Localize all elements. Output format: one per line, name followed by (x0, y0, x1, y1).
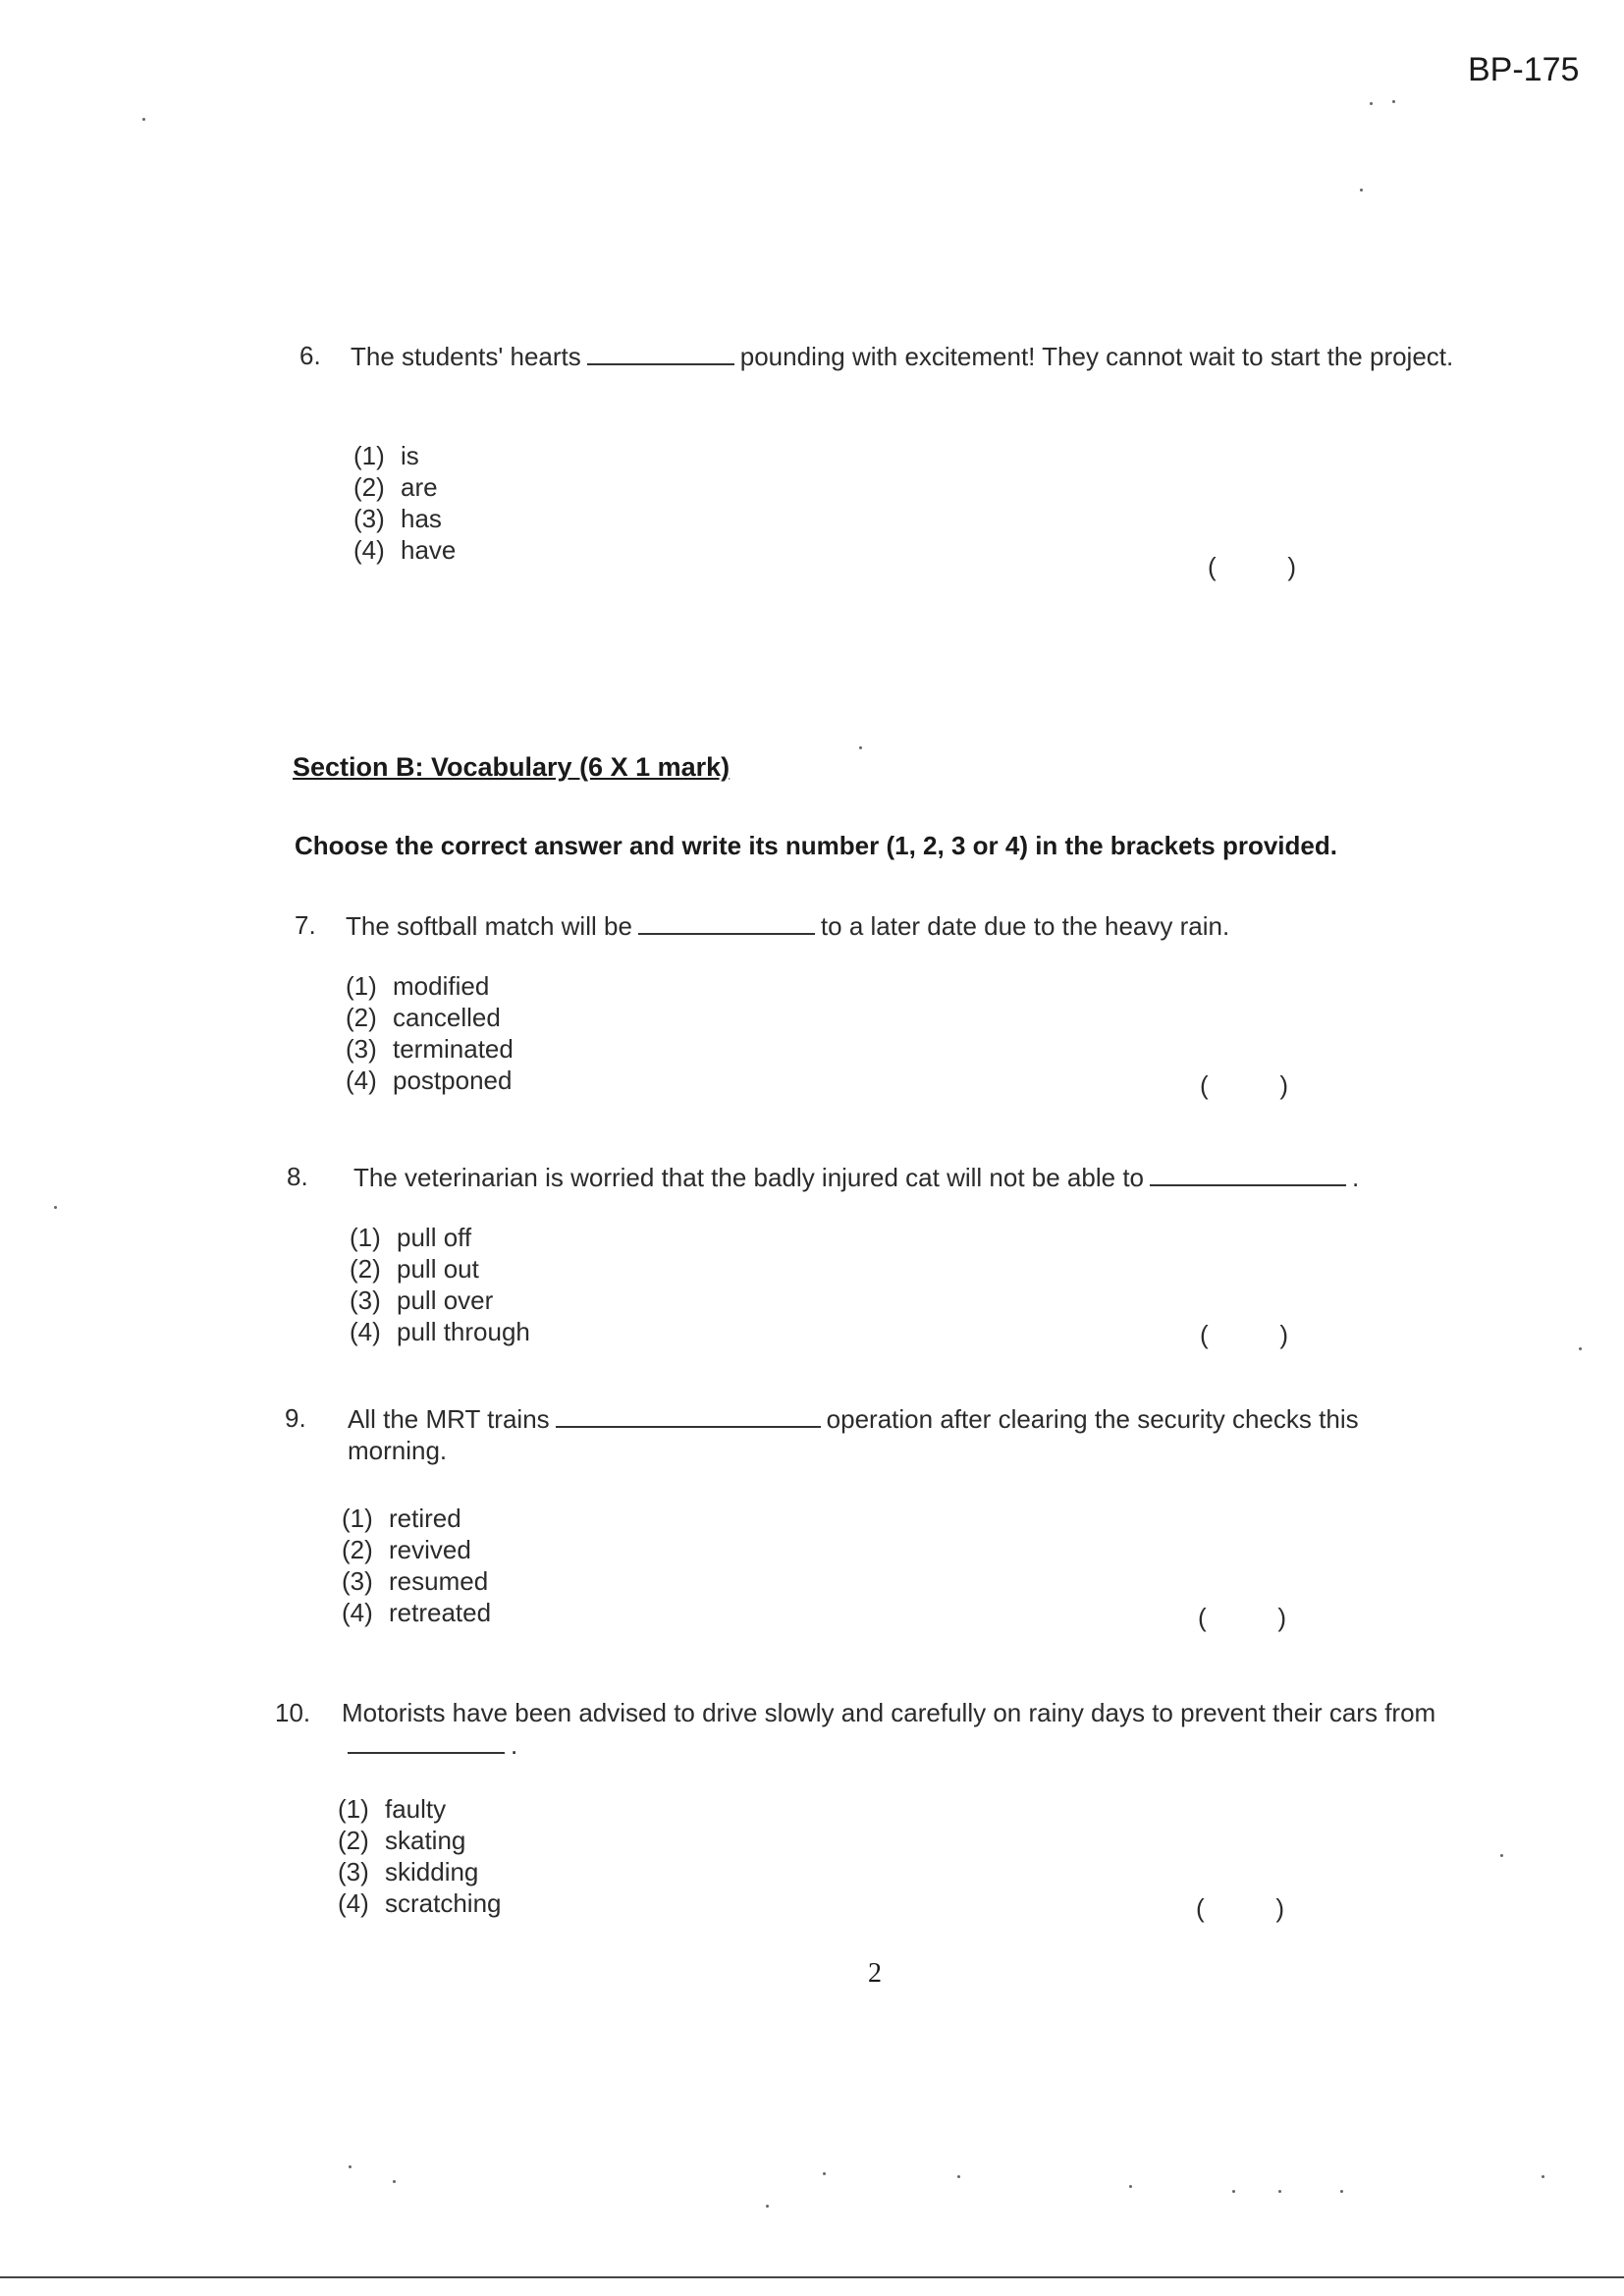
option-text: terminated (393, 1034, 514, 1064)
scan-speck (1579, 1347, 1582, 1350)
option-item (338, 1856, 502, 1887)
question-text (348, 1402, 1452, 1466)
option-text: skating (385, 1826, 466, 1855)
option-text: are (401, 472, 438, 502)
question-number: 6. (299, 341, 321, 370)
scan-speck (1370, 102, 1373, 105)
option-text: modified (393, 971, 490, 1001)
question-number: 10. (275, 1698, 311, 1727)
option-item (346, 970, 514, 1002)
option-item (350, 1316, 530, 1347)
bracket-close: ) (1275, 1893, 1284, 1923)
scan-speck (1542, 2175, 1544, 2178)
bracket-close: ) (1277, 1603, 1286, 1632)
bracket-open: ( (1200, 1320, 1209, 1349)
answer-blank (1150, 1161, 1346, 1186)
option-number: (1) (350, 1223, 381, 1252)
option-text: pull over (397, 1285, 494, 1315)
answer-blank (587, 340, 734, 365)
option-item (338, 1793, 502, 1825)
option-item (353, 503, 456, 534)
option-item (342, 1565, 491, 1597)
question-text (342, 1697, 1471, 1761)
option-item (346, 1065, 514, 1096)
question-number: 7. (295, 910, 316, 940)
option-text: postponed (393, 1066, 513, 1095)
option-item (338, 1887, 502, 1919)
bracket-close: ) (1287, 552, 1296, 581)
options-list (350, 1222, 530, 1347)
option-number: (1) (342, 1503, 373, 1533)
option-item (346, 1002, 514, 1033)
option-item (350, 1253, 530, 1285)
option-item (342, 1597, 491, 1628)
bracket-close: ) (1279, 1320, 1288, 1349)
option-number: (1) (353, 441, 385, 470)
options-list (342, 1503, 491, 1628)
page-number: 2 (868, 1958, 882, 1989)
option-number: (3) (346, 1034, 377, 1064)
bracket-close: ) (1279, 1070, 1288, 1100)
scan-speck (1500, 1854, 1503, 1857)
question-text-before: The students' hearts (351, 342, 581, 371)
scan-speck (349, 2165, 352, 2168)
scan-speck (393, 2180, 396, 2183)
option-text: skidding (385, 1857, 479, 1886)
scan-speck (859, 746, 862, 749)
question-text-after: pounding with excitement! They cannot wait to start the project. (739, 342, 1454, 371)
answer-bracket[interactable] (1208, 552, 1296, 582)
question-text-after: . (1352, 1163, 1360, 1192)
option-text: resumed (389, 1566, 489, 1596)
scan-speck (823, 2172, 826, 2175)
option-number: (2) (350, 1254, 381, 1284)
bottom-rule (0, 2276, 1624, 2278)
options-list (353, 440, 456, 566)
option-text: faulty (385, 1794, 447, 1824)
option-number: (4) (342, 1598, 373, 1627)
scan-speck (142, 118, 145, 121)
option-number: (2) (342, 1535, 373, 1564)
option-text: have (401, 535, 457, 565)
answer-bracket[interactable] (1200, 1070, 1288, 1101)
option-number: (2) (346, 1003, 377, 1032)
answer-bracket[interactable] (1198, 1603, 1286, 1633)
scan-speck (1129, 2185, 1132, 2188)
option-number: (4) (353, 535, 385, 565)
option-number: (4) (346, 1066, 377, 1095)
answer-blank (556, 1402, 821, 1428)
answer-bracket[interactable] (1196, 1893, 1284, 1924)
question-10 (275, 1697, 1473, 1766)
option-text: pull through (397, 1317, 530, 1346)
option-item (338, 1825, 502, 1856)
option-number: (4) (338, 1888, 369, 1918)
option-number: (2) (353, 472, 385, 502)
option-text: retired (389, 1503, 461, 1533)
section-heading: Section B: Vocabulary (6 X 1 mark) (293, 752, 731, 782)
options-list (346, 970, 514, 1096)
question-text-after: to a later date due to the heavy rain. (820, 911, 1230, 941)
document-code: BP-175 (1468, 51, 1580, 88)
option-text: revived (389, 1535, 471, 1564)
option-text: has (401, 504, 442, 533)
question-6 (299, 340, 1458, 409)
question-number: 9. (285, 1403, 306, 1433)
scan-speck (1360, 189, 1363, 191)
answer-blank (638, 909, 815, 935)
option-item (350, 1222, 530, 1253)
section-instruction: Choose the correct answer and write its number (1, 2, 3 or 4) in the brackets provided. (295, 831, 1337, 860)
question-text-after: operation after clearing the security checks this morning. (348, 1404, 1359, 1465)
question-text-before: The veterinarian is worried that the badly injured cat will not be able to (353, 1163, 1144, 1192)
option-number: (3) (350, 1285, 381, 1315)
option-item (353, 471, 456, 503)
question-text (346, 909, 1450, 942)
option-text: pull off (397, 1223, 472, 1252)
option-item (353, 534, 456, 566)
question-text-before: The softball match will be (346, 911, 632, 941)
option-item (346, 1033, 514, 1065)
option-number: (3) (342, 1566, 373, 1596)
option-text: cancelled (393, 1003, 501, 1032)
option-number: (3) (338, 1857, 369, 1886)
bracket-open: ( (1200, 1070, 1209, 1100)
scan-speck (766, 2205, 769, 2208)
scan-speck (1340, 2190, 1343, 2193)
scan-speck (1232, 2190, 1235, 2193)
question-7 (295, 909, 1453, 945)
option-number: (2) (338, 1826, 369, 1855)
question-8 (287, 1161, 1455, 1196)
question-number: 8. (287, 1162, 308, 1191)
option-text: is (401, 441, 419, 470)
answer-blank (348, 1728, 505, 1754)
options-list (338, 1793, 502, 1919)
scan-speck (957, 2175, 960, 2178)
option-text: retreated (389, 1598, 492, 1627)
question-text (351, 340, 1455, 372)
option-item (353, 440, 456, 471)
scan-speck (1392, 100, 1395, 103)
question-text-after: . (511, 1730, 518, 1760)
option-number: (4) (350, 1317, 381, 1346)
question-text-before: All the MRT trains (348, 1404, 550, 1434)
option-item (342, 1503, 491, 1534)
bracket-open: ( (1196, 1893, 1205, 1923)
scan-speck (1278, 2190, 1281, 2193)
bracket-open: ( (1208, 552, 1217, 581)
option-number: (3) (353, 504, 385, 533)
option-item (342, 1534, 491, 1565)
question-text (353, 1161, 1453, 1193)
option-text: scratching (385, 1888, 502, 1918)
scan-speck (54, 1206, 57, 1209)
option-number: (1) (338, 1794, 369, 1824)
question-9 (285, 1402, 1453, 1471)
option-text: pull out (397, 1254, 479, 1284)
answer-bracket[interactable] (1200, 1320, 1288, 1350)
option-item (350, 1285, 530, 1316)
option-number: (1) (346, 971, 377, 1001)
bracket-open: ( (1198, 1603, 1207, 1632)
question-text-before: Motorists have been advised to drive slowly and carefully on rainy days to prevent their cars from (342, 1698, 1436, 1727)
